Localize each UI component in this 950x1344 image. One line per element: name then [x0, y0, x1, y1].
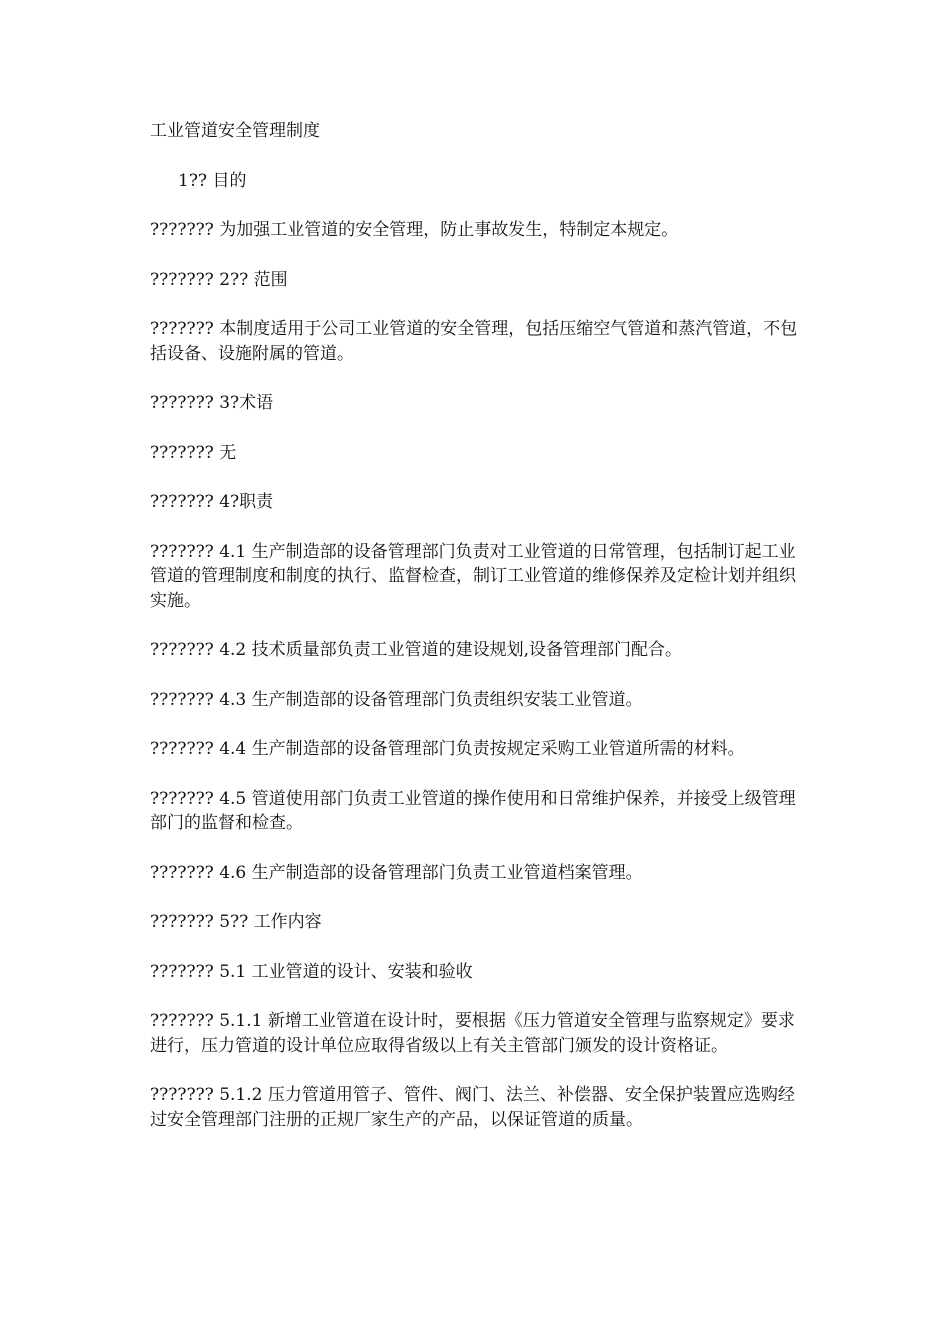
paragraph: ??????? 为加强工业管道的安全管理，防止事故发生，特制定本规定。	[150, 220, 679, 240]
paragraph: ??????? 4.2 技术质量部负责工业管道的建设规划,设备管理部门配合。	[150, 640, 683, 660]
paragraph: ??????? 5.1.1 新增工业管道在设计时，要根据《压力管道安全管理与监察规定》要求进行，压力管道的设计单位应取得省级以上有关主管部门颁发的设计资格证。	[150, 1011, 795, 1056]
section-heading-scope: ??????? 2?? 范围	[150, 269, 288, 290]
paragraph: ??????? 5.1.2 压力管道用管子、管件、阀门、法兰、补偿器、安全保护装置应选购经过安全管理部门注册的正规厂家生产的产品，以保证管道的质量。	[150, 1085, 795, 1130]
section-heading-purpose: 1?? 目的	[178, 170, 247, 191]
paragraph: ??????? 4.3 生产制造部的设备管理部门负责组织安装工业管道。	[150, 689, 643, 710]
subsection-heading: ??????? 5.1 工业管道的设计、安装和验收	[150, 961, 473, 982]
paragraph: ??????? 4.5 管道使用部门负责工业管道的操作使用和日常维护保养，并接受上级管理部门的监督和检查。	[150, 788, 796, 833]
document-title: 工业管道安全管理制度	[150, 121, 320, 141]
section-heading-terms: ??????? 3?术语	[150, 393, 274, 413]
document-body	[150, 119, 810, 1157]
paragraph: ??????? 4.4 生产制造部的设备管理部门负责按规定采购工业管道所需的材料。	[150, 739, 745, 759]
paragraph: ??????? 本制度适用于公司工业管道的安全管理，包括压缩空气管道和蒸汽管道，不包括设备、设施附属的管道。	[150, 319, 798, 364]
section-heading-work-content: ??????? 5?? 工作内容	[150, 912, 322, 932]
paragraph: ??????? 无	[150, 442, 237, 463]
paragraph: ??????? 4.1 生产制造部的设备管理部门负责对工业管道的日常管理，包括制订起工业管道的管理制度和制度的执行、监督检查，制订工业管道的维修保养及定检计划并组织实施。	[150, 541, 796, 611]
paragraph: ??????? 4.6 生产制造部的设备管理部门负责工业管道档案管理。	[150, 862, 643, 883]
section-heading-duties: ??????? 4?职责	[150, 492, 274, 512]
